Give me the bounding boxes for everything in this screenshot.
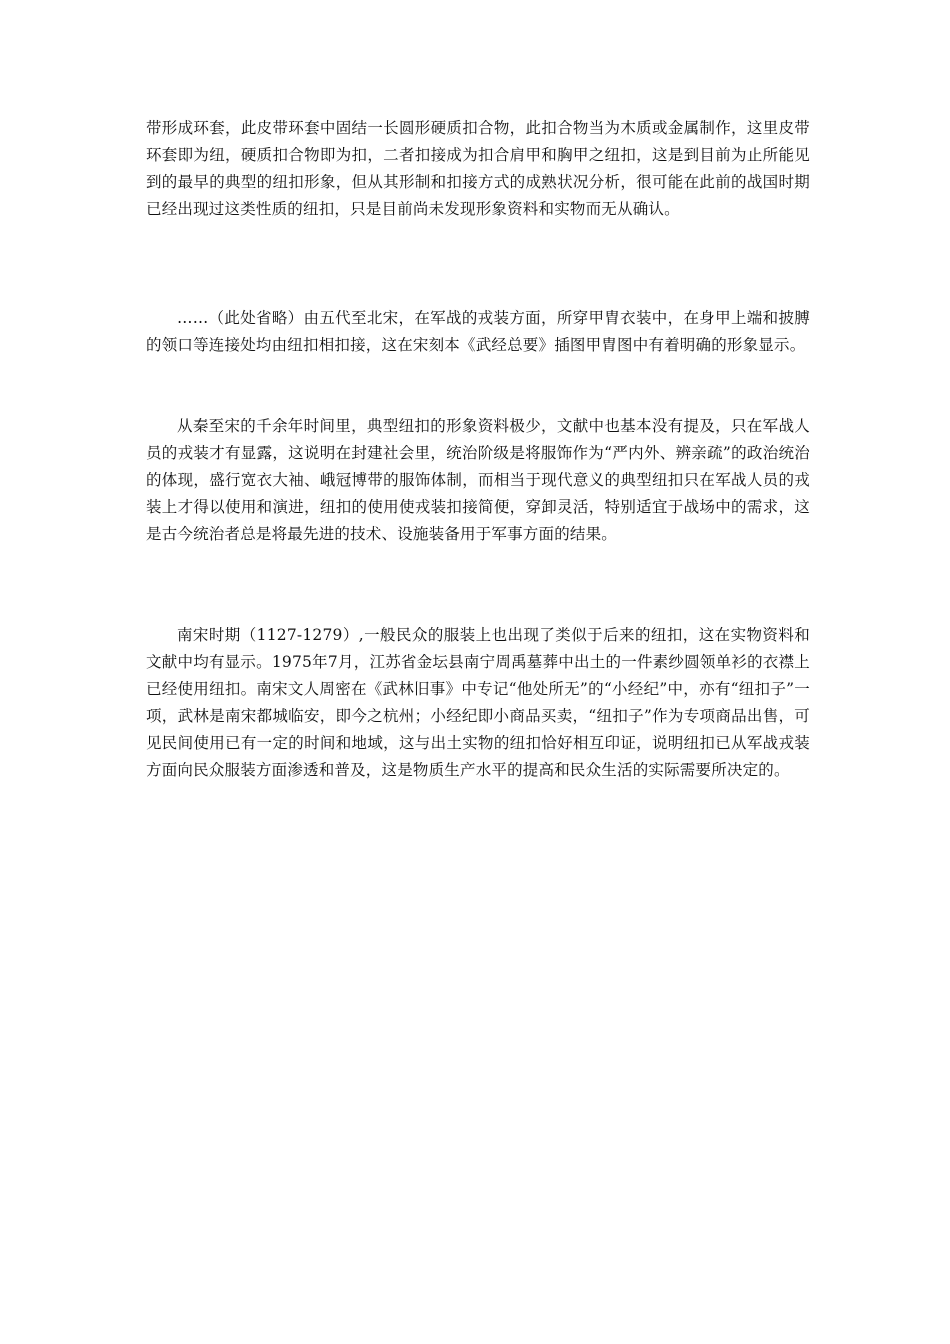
paragraph-3: 从秦至宋的千余年时间里，典型纽扣的形象资料极少，文献中也基本没有提及，只在军战人员的戎装才有显露，这说明在封建社会里，统治阶级是将服饰作为“严内外、辨亲疏”的政治统治的体现，盛行宽衣大袖、峨冠博带的服饰体制，而相当于现代意义的典型纽扣只在军战人员的戎装上才得以使用和演进，纽扣的使用使戎装扣接简便，穿卸灵活，特别适宜于战场中的需求，这是古今统治者总是将最先进的技术、设施装备用于军事方面的结果。: [146, 417, 810, 543]
paragraph-1: 带形成环套，此皮带环套中固结一长圆形硬质扣合物，此扣合物当为木质或金属制作，这里皮带环套即为纽，硬质扣合物即为扣，二者扣接成为扣合肩甲和胸甲之纽扣，这是到目前为止所能见到的最早的典型的纽扣形象，但从其形制和扣接方式的成熟状况分析，很可能在此前的战国时期已经出现过这类性质的纽扣，只是目前尚未发现形象资料和实物而无从确认。: [146, 119, 810, 218]
paragraph-2: ……（此处省略）由五代至北宋，在军战的戎装方面，所穿甲胄衣装中，在身甲上端和披膊的领口等连接处均由纽扣相扣接，这在宋刻本《武经总要》插图甲胄图中有着明确的形象显示。: [146, 309, 810, 354]
paragraph-4: 南宋时期（1127-1279）,一般民众的服装上也出现了类似于后来的纽扣，这在实物资料和文献中均有显示。1975年7月，江苏省金坛县南宁周禹墓葬中出土的一件素纱圆领单衫的衣襟上已经使用纽扣。南宋文人周密在《武林旧事》中专记“他处所无”的“小经纪”中，亦有“纽扣子”一项，武林是南宋都城临安，即今之杭州；小经纪即小商品买卖，“纽扣子”作为专项商品出售，可见民间使用已有一定的时间和地域，这与出土实物的纽扣恰好相互印证，说明纽扣已从军战戎装方面向民众服装方面渗透和普及，这是物质生产水平的提高和民众生活的实际需要所决定的。: [146, 626, 810, 779]
